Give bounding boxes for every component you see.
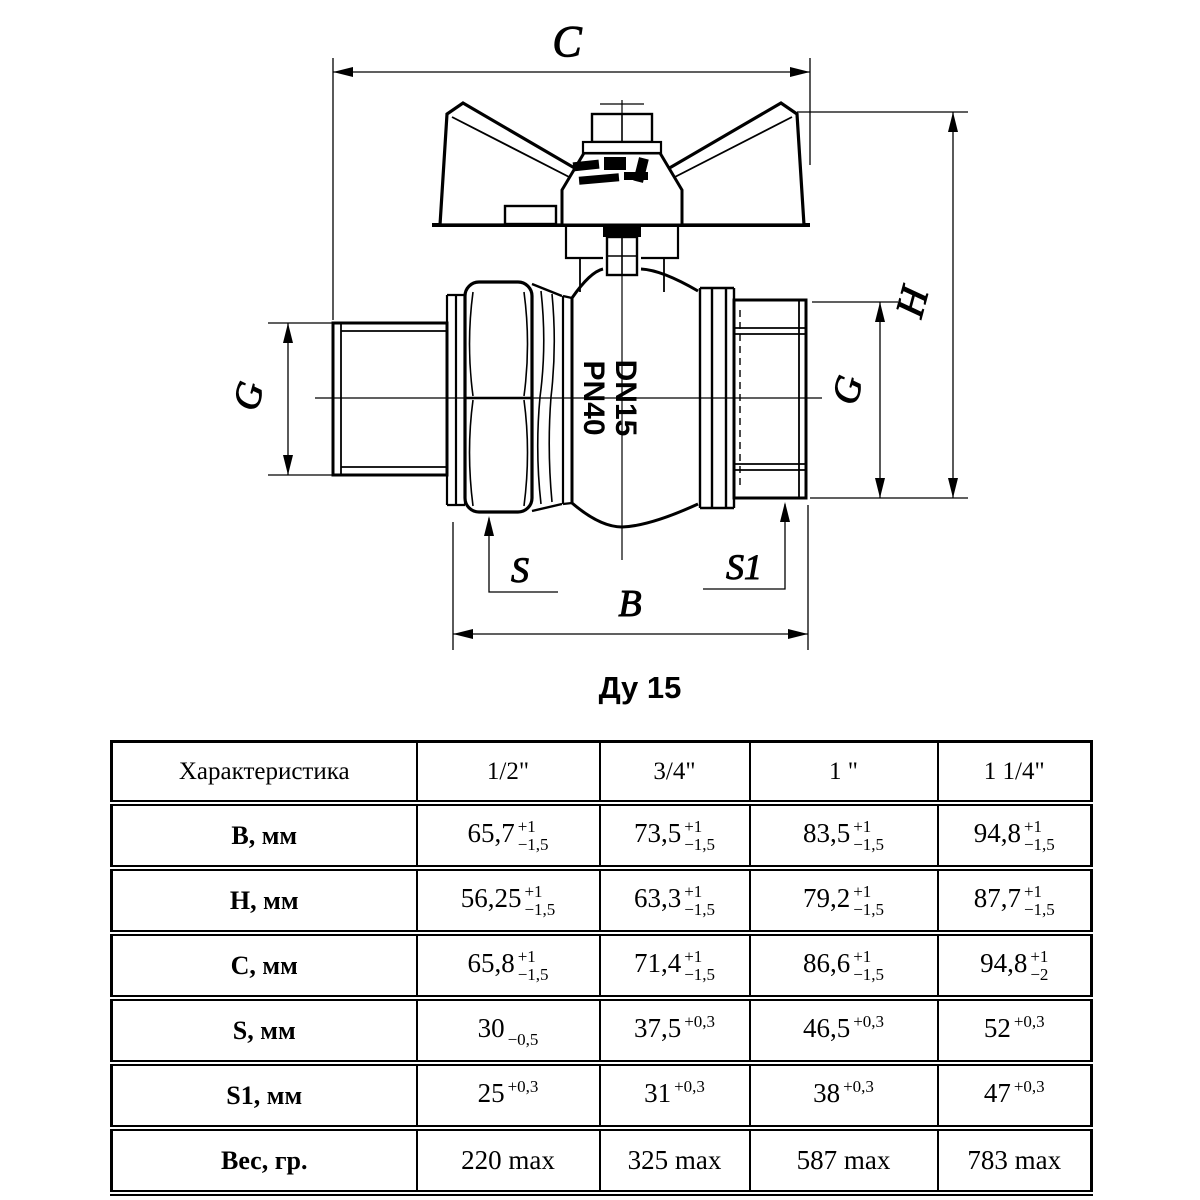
- value-cell: [600, 933, 750, 998]
- size-column-header: 3/4": [600, 742, 750, 804]
- dimension-value: 94,8: [973, 817, 1021, 848]
- tolerance: +1 −2: [1030, 946, 1049, 984]
- value-cell: [600, 803, 750, 868]
- dimension-arrow: [875, 478, 885, 498]
- dimension-value: 25: [477, 1077, 505, 1108]
- dimension-arrow: [333, 67, 353, 77]
- dimension-arrow: [788, 629, 808, 639]
- row-label: S, мм: [112, 998, 417, 1063]
- dimension-value: 587 max: [796, 1145, 891, 1175]
- dimension-value: 37,5: [633, 1012, 682, 1043]
- value-cell: [417, 1128, 600, 1193]
- tolerance: +1 −1,5: [517, 816, 549, 854]
- size-column-header: 1/2": [417, 742, 600, 804]
- dim-label-s: S: [511, 550, 529, 590]
- value-cell: [938, 1063, 1092, 1128]
- dimension-value: 56,25: [460, 882, 522, 913]
- value-cell: [417, 803, 600, 868]
- dimension-arrow: [283, 455, 293, 475]
- dimension-value: 94,8: [980, 947, 1028, 978]
- value-cell: [600, 1063, 750, 1128]
- dim-label-c: C: [552, 17, 582, 66]
- dim-label-s1: S1: [726, 547, 762, 587]
- tolerance: +1 −1,5: [684, 946, 716, 984]
- tolerance: +0,3: [1013, 1076, 1045, 1096]
- dimension-value: 73,5: [633, 817, 682, 848]
- value-cell: [417, 868, 600, 933]
- row-label: В, мм: [112, 803, 417, 868]
- tolerance: +0,3: [684, 1011, 716, 1031]
- value-cell: [938, 803, 1092, 868]
- dimensions-table-head: [112, 742, 1092, 804]
- tolerance: +1 −1,5: [853, 946, 885, 984]
- dimension-value: 52: [983, 1012, 1011, 1043]
- dimension-value: 47: [983, 1077, 1011, 1108]
- dimension-value: 220 max: [461, 1145, 555, 1175]
- tolerance: +0,3: [843, 1076, 874, 1096]
- dimension-value: 31: [644, 1077, 672, 1108]
- dimension-arrow: [453, 629, 473, 639]
- dimensions-table-body: [112, 803, 1092, 1193]
- dimension-arrow: [875, 302, 885, 322]
- value-cell: [750, 868, 938, 933]
- value-cell: [750, 1063, 938, 1128]
- value-cell: [938, 1128, 1092, 1193]
- tolerance: +0,3: [1013, 1011, 1045, 1031]
- value-cell: [600, 1128, 750, 1193]
- value-cell: [750, 1128, 938, 1193]
- dimension-arrow: [948, 478, 958, 498]
- tolerance: +1 −1,5: [853, 881, 885, 919]
- value-cell: [938, 933, 1092, 998]
- tolerance: +1 −1,5: [517, 946, 549, 984]
- dimension-value: 71,4: [633, 947, 682, 978]
- dimension-value: 87,7: [973, 882, 1021, 913]
- dimension-value: 38: [813, 1077, 841, 1108]
- dimension-arrow: [484, 516, 494, 536]
- row-label: S1, мм: [112, 1063, 417, 1128]
- dim-label-b: B: [618, 583, 642, 625]
- table-row: [112, 1063, 1092, 1128]
- dimension-value: 325 max: [627, 1145, 722, 1175]
- tolerance: −0,5: [507, 1029, 539, 1049]
- dim-label-h: H: [886, 282, 938, 322]
- body-marking-text: [577, 360, 642, 437]
- dimension-value: 30: [477, 1012, 505, 1043]
- table-row: [112, 803, 1092, 868]
- row-label: Вес, гр.: [112, 1128, 417, 1193]
- dimension-value: 65,7: [467, 817, 515, 848]
- dimension-value: 83,5: [802, 817, 851, 848]
- size-column-header: 1 ": [750, 742, 938, 804]
- value-cell: [600, 998, 750, 1063]
- dimensions-table: [110, 740, 1093, 1196]
- dimension-arrow: [283, 323, 293, 343]
- dimension-value: 79,2: [802, 882, 851, 913]
- table-row: [112, 998, 1092, 1063]
- row-label: Н, мм: [112, 868, 417, 933]
- value-cell: [750, 803, 938, 868]
- body-marking-line2: DN15: [609, 359, 643, 437]
- tolerance: +0,3: [507, 1076, 539, 1096]
- value-cell: [417, 1063, 600, 1128]
- value-cell: [750, 998, 938, 1063]
- tolerance: +1 −1,5: [1023, 816, 1055, 854]
- body-marking-line1: PN40: [577, 360, 611, 436]
- table-row: [112, 868, 1092, 933]
- value-cell: [417, 933, 600, 998]
- tolerance: +1 −1,5: [853, 816, 885, 854]
- union-collar: [447, 295, 465, 505]
- tolerance: +1 −1,5: [1023, 881, 1055, 919]
- dimension-value: 783 max: [967, 1145, 1062, 1175]
- dimension-value: 46,5: [802, 1012, 851, 1043]
- tolerance: +0,3: [853, 1011, 885, 1031]
- size-column-header: 1 1/4": [938, 742, 1092, 804]
- dimension-value: 63,3: [633, 882, 682, 913]
- tolerance: +1 −1,5: [684, 816, 716, 854]
- butterfly-handle: [432, 103, 810, 225]
- value-cell: [417, 998, 600, 1063]
- table-row: [112, 1128, 1092, 1193]
- dim-label-g-left: G: [224, 377, 273, 415]
- dimension-arrow: [780, 502, 790, 522]
- dimension-value: 86,6: [802, 947, 851, 978]
- dimension-arrow: [790, 67, 810, 77]
- dimension-value: 65,8: [467, 947, 515, 978]
- dimension-arrow: [948, 112, 958, 132]
- characteristic-column-header: Характеристика: [112, 742, 417, 804]
- value-cell: [600, 868, 750, 933]
- value-cell: [938, 868, 1092, 933]
- union-hex-nut: [465, 282, 562, 512]
- male-thread-end: [333, 323, 447, 475]
- tolerance: +0,3: [674, 1076, 705, 1096]
- drawing-caption: Ду 15: [598, 670, 682, 705]
- tolerance: +1 −1,5: [684, 881, 716, 919]
- value-cell: [750, 933, 938, 998]
- tolerance: +1 −1,5: [524, 881, 556, 919]
- female-thread-end: [734, 300, 806, 498]
- value-cell: [938, 998, 1092, 1063]
- dim-label-g-right: G: [823, 371, 872, 409]
- table-row: [112, 933, 1092, 998]
- dimension-h: [797, 112, 968, 498]
- row-label: С, мм: [112, 933, 417, 998]
- handle-cap-step: [583, 142, 661, 153]
- handle-stop-tab: [505, 206, 556, 224]
